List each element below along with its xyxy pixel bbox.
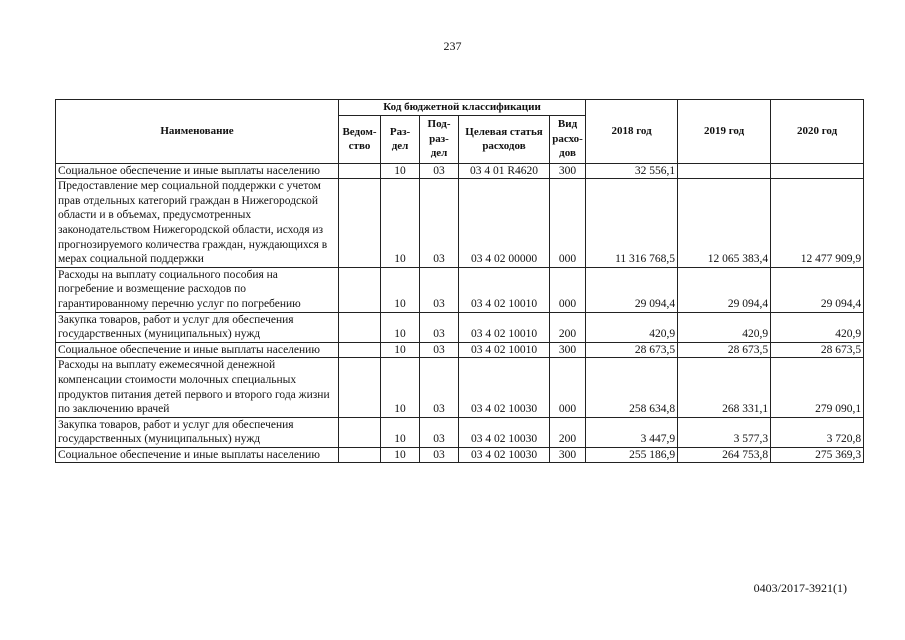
cell-vedomstvo (339, 417, 381, 447)
cell-2020: 275 369,3 (771, 447, 864, 463)
cell-target-article: 03 4 02 10030 (459, 447, 550, 463)
cell-name: Социальное обеспечение и иные выплаты населению (56, 447, 339, 463)
table-row (56, 417, 864, 447)
cell-target-article: 03 4 02 10010 (459, 267, 550, 312)
cell-podrazdel: 03 (420, 267, 459, 312)
table-body (56, 163, 864, 463)
cell-2020 (771, 163, 864, 179)
cell-razdel: 10 (381, 417, 420, 447)
cell-expense-type: 300 (550, 447, 586, 463)
cell-razdel: 10 (381, 267, 420, 312)
cell-target-article: 03 4 02 10030 (459, 358, 550, 417)
table-row (56, 447, 864, 463)
header-budget-code: Код бюджетной классификации (339, 100, 586, 116)
header-expense-type: Вид расхо-дов (550, 115, 586, 163)
cell-2018: 420,9 (586, 312, 678, 342)
cell-vedomstvo (339, 447, 381, 463)
cell-expense-type: 000 (550, 358, 586, 417)
table-row (56, 267, 864, 312)
cell-2020: 279 090,1 (771, 358, 864, 417)
cell-razdel: 10 (381, 342, 420, 358)
cell-2018: 255 186,9 (586, 447, 678, 463)
cell-target-article: 03 4 02 10030 (459, 417, 550, 447)
cell-razdel: 10 (381, 179, 420, 268)
cell-2018: 28 673,5 (586, 342, 678, 358)
table-row (56, 163, 864, 179)
cell-podrazdel: 03 (420, 358, 459, 417)
cell-2020: 28 673,5 (771, 342, 864, 358)
header-2020: 2020 год (771, 100, 864, 164)
cell-name: Социальное обеспечение и иные выплаты населению (56, 342, 339, 358)
cell-razdel: 10 (381, 447, 420, 463)
cell-expense-type: 200 (550, 312, 586, 342)
page-number: 237 (443, 39, 462, 53)
cell-2019: 3 577,3 (678, 417, 771, 447)
cell-target-article: 03 4 02 00000 (459, 179, 550, 268)
cell-podrazdel: 03 (420, 163, 459, 179)
cell-vedomstvo (339, 267, 381, 312)
budget-table (55, 99, 864, 463)
table-header (56, 100, 864, 164)
header-name: Наименование (56, 100, 339, 164)
cell-2018: 258 634,8 (586, 358, 678, 417)
cell-expense-type: 000 (550, 267, 586, 312)
cell-expense-type: 200 (550, 417, 586, 447)
cell-2019: 28 673,5 (678, 342, 771, 358)
cell-2019: 268 331,1 (678, 358, 771, 417)
cell-2018: 3 447,9 (586, 417, 678, 447)
cell-vedomstvo (339, 312, 381, 342)
table-row (56, 358, 864, 417)
cell-2020: 3 720,8 (771, 417, 864, 447)
cell-2018: 32 556,1 (586, 163, 678, 179)
header-target-article: Целевая статья расходов (459, 115, 550, 163)
header-razdel: Раз-дел (381, 115, 420, 163)
cell-name: Социальное обеспечение и иные выплаты населению (56, 163, 339, 179)
cell-vedomstvo (339, 163, 381, 179)
cell-2020: 420,9 (771, 312, 864, 342)
cell-razdel: 10 (381, 163, 420, 179)
cell-2018: 29 094,4 (586, 267, 678, 312)
cell-name: Расходы на выплату ежемесячной денежной компенсации стоимости молочных специальных продуктов питания детей первого и второго года жизни по заключению врачей (56, 358, 339, 417)
cell-expense-type: 300 (550, 342, 586, 358)
cell-name: Закупка товаров, работ и услуг для обеспечения государственных (муниципальных) нужд (56, 417, 339, 447)
cell-2019: 29 094,4 (678, 267, 771, 312)
cell-expense-type: 300 (550, 163, 586, 179)
cell-vedomstvo (339, 342, 381, 358)
cell-podrazdel: 03 (420, 342, 459, 358)
table-row (56, 312, 864, 342)
table-row (56, 179, 864, 268)
cell-target-article: 03 4 02 10010 (459, 312, 550, 342)
cell-2018: 11 316 768,5 (586, 179, 678, 268)
cell-podrazdel: 03 (420, 312, 459, 342)
cell-name: Расходы на выплату социального пособия на погребение и возмещение расходов по гарантированному перечню услуг по погребению (56, 267, 339, 312)
cell-name: Предоставление мер социальной поддержки с учетом прав отдельных категорий граждан в Нижегородской области и в объемах, предусмотренных законодательством Нижегородской области, исходя из прогнозируемого количества граждан, нуждающихся в мерах социальной поддержки (56, 179, 339, 268)
cell-razdel: 10 (381, 358, 420, 417)
header-2019: 2019 год (678, 100, 771, 164)
cell-2019 (678, 163, 771, 179)
cell-name: Закупка товаров, работ и услуг для обеспечения государственных (муниципальных) нужд (56, 312, 339, 342)
table-row (56, 342, 864, 358)
cell-target-article: 03 4 02 10010 (459, 342, 550, 358)
cell-2020: 12 477 909,9 (771, 179, 864, 268)
cell-vedomstvo (339, 179, 381, 268)
cell-2019: 12 065 383,4 (678, 179, 771, 268)
cell-podrazdel: 03 (420, 179, 459, 268)
cell-podrazdel: 03 (420, 417, 459, 447)
header-vedomstvo: Ведом-ство (339, 115, 381, 163)
header-2018: 2018 год (586, 100, 678, 164)
cell-2019: 264 753,8 (678, 447, 771, 463)
cell-podrazdel: 03 (420, 447, 459, 463)
cell-target-article: 03 4 01 R4620 (459, 163, 550, 179)
header-podrazdel: Под-раз-дел (420, 115, 459, 163)
cell-2020: 29 094,4 (771, 267, 864, 312)
cell-vedomstvo (339, 358, 381, 417)
cell-2019: 420,9 (678, 312, 771, 342)
document-code: 0403/2017-3921(1) (753, 581, 847, 595)
cell-razdel: 10 (381, 312, 420, 342)
cell-expense-type: 000 (550, 179, 586, 268)
